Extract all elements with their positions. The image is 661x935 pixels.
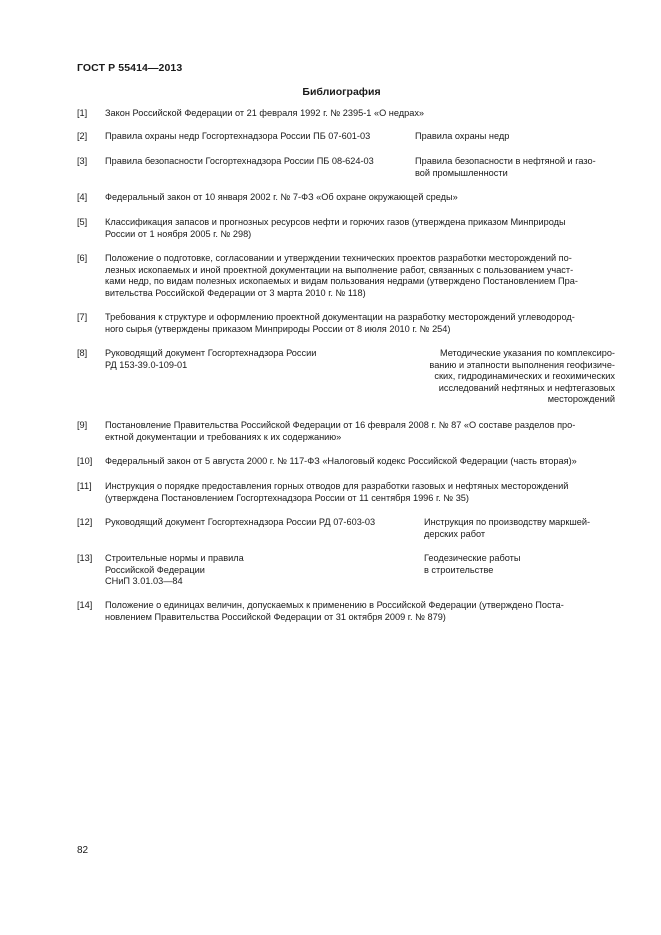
entry-line: ного сырья (утверждены приказом Минприроды России от 8 июля 2010 г. № 254) <box>105 323 451 334</box>
entry-line: Положение о подготовке, согласовании и утверждении технических проектов разработки месторождений по- <box>105 253 572 263</box>
entry-document-title <box>424 553 615 576</box>
entry-number: [6] <box>77 253 88 263</box>
entry-line: ванию и этапности выполнения геофизиче- <box>429 359 615 370</box>
entry-line: Классификация запасов и прогнозных ресурсов нефти и горючих газов (утверждена приказом Минприроды <box>105 217 566 227</box>
entry-line: лезных ископаемых и иной проектной документации на выполнение работ, связанных с пользованием участ- <box>105 264 574 275</box>
entry-document-name: Правила безопасности Госгортехнадзора России ПБ 08-624-03 <box>105 156 374 166</box>
entry-number: [4] <box>77 192 88 202</box>
entry-document-name: Правила охраны недр Госгортехнадзора России ПБ 07-601-03 <box>105 131 371 141</box>
entry-text <box>105 253 615 299</box>
entry-line: РД 153-39.0-109-01 <box>105 359 188 370</box>
entry-line: ками недр, по видам полезных ископаемых и видам пользования недрами (утверждено Постановлением Пра- <box>105 276 578 287</box>
entry-line: вой промышленности <box>415 167 508 178</box>
entry-number: [2] <box>77 131 88 141</box>
entry-line: вительства Российской Федерации от 3 марта 2010 г. № 118) <box>105 287 366 298</box>
entry-line: СНиП 3.01.03—84 <box>105 576 183 587</box>
entry-line: Геодезические работы <box>424 553 521 563</box>
entry-number: [7] <box>77 312 88 322</box>
entry-number: [1] <box>77 108 88 118</box>
entry-number: [12] <box>77 517 93 527</box>
entry-document-name <box>105 348 415 371</box>
entry-number: [13] <box>77 553 93 563</box>
entry-line: Постановление Правительства Российской Федерации от 16 февраля 2008 г. № 87 «О составе разделов про- <box>105 420 576 430</box>
entry-number: [10] <box>77 456 93 466</box>
entry-line: Российской Федерации <box>105 564 205 575</box>
entry-document-title <box>415 348 615 406</box>
entry-text <box>105 217 615 240</box>
entry-line: дерских работ <box>424 528 486 539</box>
entry-text <box>105 600 615 623</box>
page-number: 82 <box>77 845 89 856</box>
entry-text: Закон Российской Федерации от 21 февраля 1992 г. № 2395-1 «О недрах» <box>105 108 425 118</box>
entry-number: [8] <box>77 348 88 358</box>
entry-text <box>105 312 615 335</box>
entry-line: новлением Правительства Российской Федерации от 31 октября 2009 г. № 879) <box>105 611 446 622</box>
entry-line: России от 1 ноября 2005 г. № 298) <box>105 228 252 239</box>
entry-number: [11] <box>77 481 92 491</box>
entry-document-title <box>424 517 615 540</box>
entry-text: Федеральный закон от 10 января 2002 г. № 7-ФЗ «Об охране окружающей среды» <box>105 192 458 202</box>
entry-document-title: Правила охраны недр <box>415 131 510 141</box>
entry-number: [9] <box>77 420 88 430</box>
entry-line: (утверждена Постановлением Госгортехнадзора России от 11 сентября 1996 г. № 35) <box>105 492 469 503</box>
entry-line: ских, гидродинамических и геохимических <box>434 371 615 382</box>
entry-line: Инструкция о порядке предоставления горных отводов для разработки газовых и нефтяных месторождений <box>105 481 569 491</box>
entry-document-name: Руководящий документ Госгортехнадзора России РД 07-603-03 <box>105 517 376 527</box>
entry-text <box>105 420 615 443</box>
entry-line: Строительные нормы и правила <box>105 553 244 563</box>
standard-code: ГОСТ Р 55414—2013 <box>77 62 183 74</box>
entry-line: Инструкция по производству маркшей- <box>424 517 591 527</box>
entry-number: [5] <box>77 217 88 227</box>
entry-line: Правила безопасности в нефтяной и газо- <box>415 156 596 166</box>
entry-text <box>105 481 615 504</box>
entry-document-name <box>105 553 415 588</box>
entry-number: [14] <box>77 600 93 610</box>
entry-line: Требования к структуре и оформлению проектной документации на разработку месторождений углеводород- <box>105 312 575 322</box>
entry-document-title <box>415 156 615 179</box>
section-title: Библиография <box>302 86 381 98</box>
entry-line: Руководящий документ Госгортехнадзора России <box>105 348 317 358</box>
entry-number: [3] <box>77 156 88 166</box>
entry-line: ектной документации и требованиях к их содержанию» <box>105 431 342 442</box>
entry-text: Федеральный закон от 5 августа 2000 г. № 117-ФЗ «Налоговый кодекс Российской Федерации (часть вторая)» <box>105 456 577 466</box>
entry-line: Методические указания по комплексиро- <box>439 348 615 358</box>
entry-line: в строительстве <box>424 564 494 575</box>
entry-line: исследований нефтяных и нефтегазовых <box>438 382 615 393</box>
entry-line: месторождений <box>547 394 615 405</box>
entry-line: Положение о единицах величин, допускаемых к применению в Российской Федерации (утверждено Поста- <box>105 600 564 610</box>
